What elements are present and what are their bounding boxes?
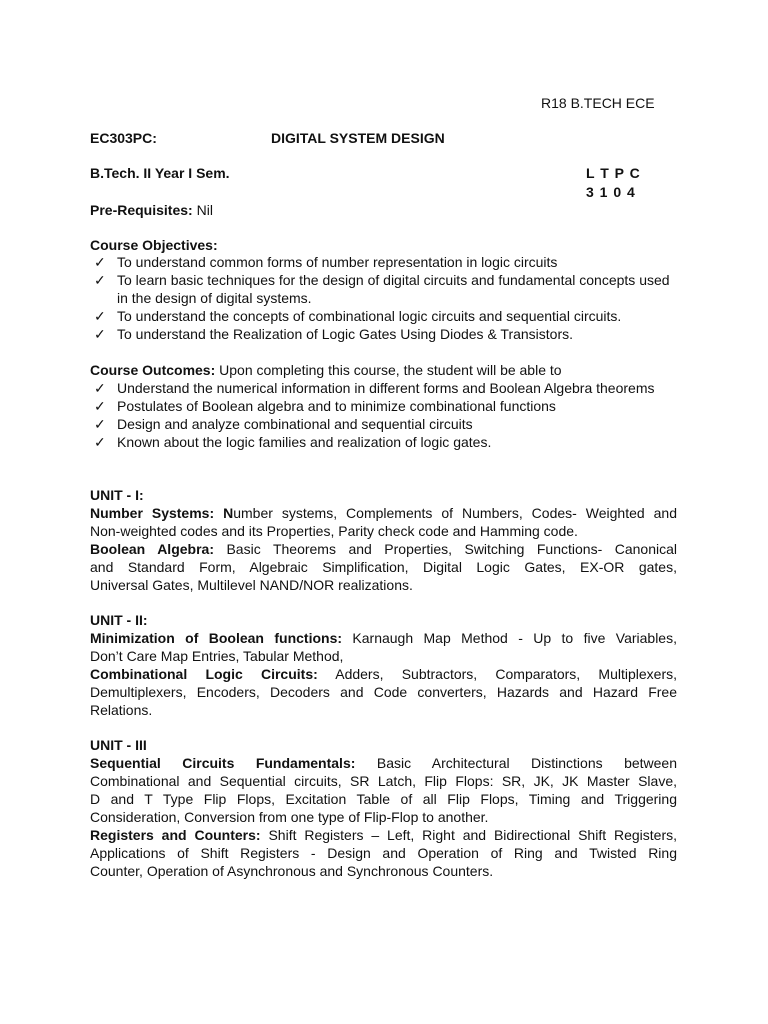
unit-2-minimization-line: Minimization of Boolean functions: Karnaugh Map Method - Up to five Variables, — [90, 630, 677, 646]
unit-1-text-line: and Standard Form, Algebraic Simplification, Digital Logic Gates, EX-OR gates, — [90, 559, 677, 575]
list-item: ✓ To learn basic techniques for the design of digital circuits and fundamental concepts used in the design of digital systems. — [94, 272, 670, 306]
unit-3-sequential-line: Sequential Circuits Fundamentals: Basic Architectural Distinctions between — [90, 755, 678, 771]
semester-label: B.Tech. II Year I Sem. — [90, 165, 230, 181]
unit-3-text-line: Combinational and Sequential circuits, SR Latch, Flip Flops: SR, JK, JK Master Slave, — [90, 773, 677, 789]
minimization-label: Minimization of Boolean functions: — [90, 630, 343, 646]
unit-3-text-line: Counter, Operation of Asynchronous and Synchronous Counters. — [90, 863, 494, 879]
check-icon: ✓ — [94, 398, 106, 414]
boolean-algebra-label: Boolean Algebra: — [90, 541, 214, 557]
outcomes-intro: Course Outcomes: Upon completing this course, the student will be able to — [90, 362, 562, 378]
course-title: DIGITAL SYSTEM DESIGN — [271, 130, 445, 146]
list-item: ✓ Understand the numerical information in different forms and Boolean Algebra theorems — [94, 380, 655, 396]
unit-3-text-line: Consideration, Conversion from one type of Flip-Flop to another. — [90, 809, 489, 825]
objectives-heading: Course Objectives: — [90, 237, 218, 253]
check-icon: ✓ — [94, 416, 106, 432]
unit-3-registers-line: Registers and Counters: Shift Registers – Left, Right and Bidirectional Shift Registers, — [90, 827, 678, 843]
list-item: ✓ Postulates of Boolean algebra and to minimize combinational functions — [94, 398, 556, 414]
unit-1-number-systems-line: Number Systems: Number systems, Complements of Numbers, Codes- Weighted and — [90, 505, 677, 521]
check-icon: ✓ — [94, 254, 106, 270]
check-icon: ✓ — [94, 272, 106, 288]
prerequisites-value: Nil — [192, 202, 213, 218]
outcomes-list — [94, 379, 684, 451]
unit-2-text-line: Demultiplexers, Encoders, Decoders and Code converters, Hazards and Hazard Free — [90, 684, 677, 700]
list-item: ✓ To understand the Realization of Logic Gates Using Diodes & Transistors. — [94, 326, 574, 342]
check-icon: ✓ — [94, 380, 106, 396]
check-icon: ✓ — [94, 326, 106, 342]
combinational-label: Combinational Logic Circuits: — [90, 666, 318, 682]
program-label: R18 B.TECH ECE — [541, 95, 655, 111]
sequential-label: Sequential Circuits Fundamentals: — [90, 755, 356, 771]
ltpc-label: L T P C — [586, 165, 641, 181]
list-item: ✓ To understand common forms of number representation in logic circuits — [94, 254, 558, 270]
unit-3-text-line: Applications of Shift Registers - Design and Operation of Ring and Twisted Ring — [90, 845, 677, 861]
outcomes-heading: Course Outcomes: — [90, 362, 216, 378]
objectives-list — [94, 253, 684, 343]
unit-2-title: UNIT - II: — [90, 612, 148, 628]
unit-1-boolean-line: Boolean Algebra: Basic Theorems and Properties, Switching Functions- Canonical — [90, 541, 677, 557]
unit-2-text-line: Don’t Care Map Entries, Tabular Method, — [90, 648, 344, 664]
unit-2-text-line: Relations. — [90, 702, 153, 718]
ltpc-values: 3 1 0 4 — [586, 184, 636, 200]
list-item: ✓ Design and analyze combinational and sequential circuits — [94, 416, 473, 432]
course-code: EC303PC: — [90, 130, 157, 146]
unit-3-text-line: D and T Type Flip Flops, Excitation Table of all Flip Flops, Timing and Triggering — [90, 791, 677, 807]
prerequisites-label: Pre-Requisites: — [90, 202, 193, 218]
list-item: ✓ To understand the concepts of combinational logic circuits and sequential circuits. — [94, 308, 622, 324]
unit-2-combinational-line: Combinational Logic Circuits: Adders, Subtractors, Comparators, Multiplexers, — [90, 666, 677, 682]
list-item: ✓ Known about the logic families and realization of logic gates. — [94, 434, 492, 450]
unit-3-title: UNIT - III — [90, 737, 147, 753]
unit-1-title: UNIT - I: — [90, 487, 144, 503]
number-systems-label: Number Systems: N — [90, 505, 234, 521]
check-icon: ✓ — [94, 308, 106, 324]
prerequisites — [90, 201, 213, 219]
unit-1-text-line: Non-weighted codes and its Properties, Parity check code and Hamming code. — [90, 523, 578, 539]
unit-1-text-line: Universal Gates, Multilevel NAND/NOR realizations. — [90, 577, 413, 593]
registers-label: Registers and Counters: — [90, 827, 261, 843]
check-icon: ✓ — [94, 434, 106, 450]
